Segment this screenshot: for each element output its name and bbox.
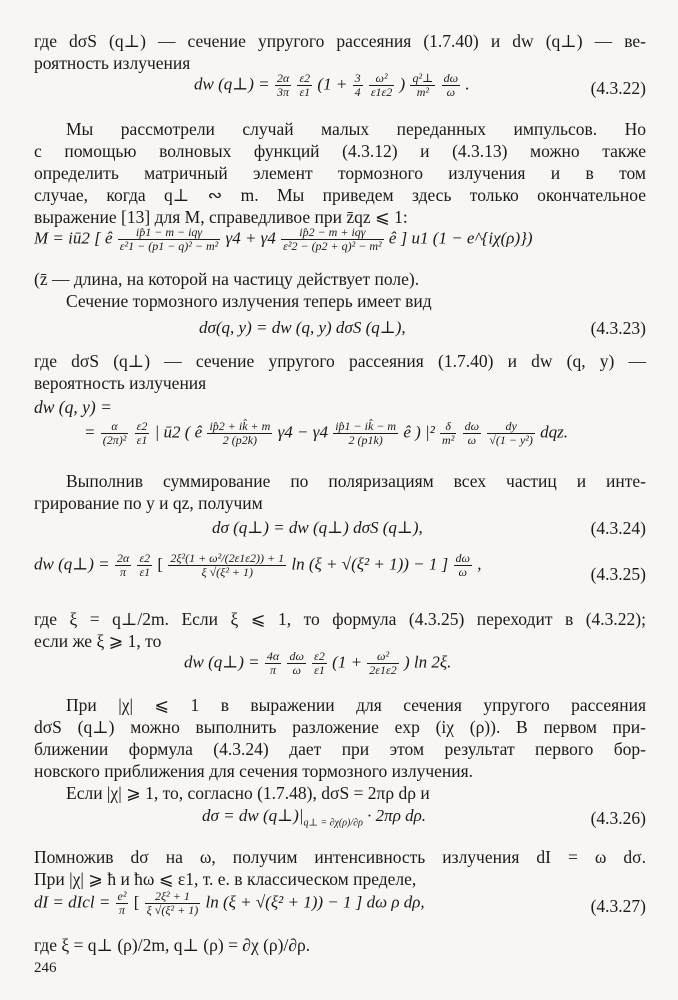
equation-4-3-25: dw (q⊥) = $\frac{2\alpha}{\pi}$ $\frac{\varepsilon 2}{\varepsilon 1}$ [ $\frac{\text{2ξ²(1 + ω²/(2ε1ε2)) + 1}}{\text{ξ √(ξ² + 1)}}$ ln (ξ + √(ξ² + 1)) − 1 ] $\frac{d\omega}{\omega}$ , (4.3.25) (34, 551, 646, 584)
equation-dw-q-y: = $\frac{\alpha}{\text{(2π)²}}$ $\frac{\varepsilon 2}{\varepsilon 1}$ | ū2 ( ê $\frac{ip̂2 + ik̂ + m}{2 (p2k)}$ γ4 − γ4 $\frac{ip̂1 - ik̂ - m}{2 (p1k)}$ ê ) |² $\frac{\delta}{\text{m²}}$ $\frac{d\omega}{\omega}$ $\frac{dy}{\text{√(1 − y²)}}$ dqz. (84, 419, 569, 447)
equation-number: (4.3.23) (590, 318, 646, 338)
text-line: Выполнив суммирование по поляризациям всех частиц и инте- (66, 471, 646, 491)
text-line: грирование по y и qz, получим (34, 493, 263, 513)
text-line: определить матричный элемент тормозного излучения и в том (34, 163, 646, 183)
equation-number: (4.3.27) (590, 896, 646, 916)
text-line: случае, когда q⊥ ∾ m. Мы приведем здесь только окончательное (34, 185, 646, 205)
text-line: Если |χ| ⩾ 1, то, согласно (1.7.48), dσS = 2πρ dρ и (66, 783, 430, 803)
text-line: новского приближения для сечения тормозного излучения. (34, 761, 474, 781)
text-line: где dσS (q⊥) — сечение упругого рассеяния (1.7.40) и dw (q⊥) — ве- (34, 31, 646, 51)
equation-4-3-22: dw (q⊥) = $\frac{2\alpha}{3\pi}$ $\frac{\varepsilon 2}{\varepsilon 1}$ (1 + $\frac{3}{4}$ $\frac{\text{ω²}}{\varepsilon 1\varepsilon 2}$ ) $\frac{\text{q²⊥}}{\text{m²}}$ $\frac{d\omega}{\omega}$ . (4.3.22) (194, 71, 646, 99)
text-line: вероятность излучения (34, 373, 207, 393)
equation-4-3-24: dσ (q⊥) = dw (q⊥) dσS (q⊥), (4.3.24) (212, 518, 646, 538)
text-line: Сечение тормозного излучения теперь имеет вид (66, 291, 432, 311)
text-line: где dσS (q⊥) — сечение упругого рассеяния (1.7.40) и dw (q, y) — (34, 351, 646, 371)
text-line: Помножив dσ на ω, получим интенсивность излучения dI = ω dσ. (34, 847, 646, 867)
text-line: роятность излучения (34, 53, 191, 73)
equation-number: (4.3.22) (590, 78, 646, 98)
text-line: выражение [13] для M, справедливое при z̄qz ⩽ 1: (34, 207, 408, 227)
text-line: ближении формула (4.3.24) дает при этом результат первого бор- (34, 739, 646, 759)
equation-4-3-dw-lhs: dw (q, y) = (34, 397, 112, 417)
page-number: 246 (34, 960, 57, 976)
text-line: (z̄ — длина, на которой на частицу действует поле). (34, 269, 420, 289)
equation-dw-asymptotic: dw (q⊥) = $\frac{4\alpha}{\pi}$ $\frac{d\omega}{\omega}$ $\frac{\varepsilon 2}{\varepsilon 1}$ (1 + $\frac{\text{ω²}}{2\varepsilon 1\varepsilon 2}$ ) ln 2ξ. (184, 649, 452, 677)
equation-number: (4.3.26) (590, 808, 646, 828)
equation-4-3-27: dI = dIcl = $\frac{\text{e²}}{\pi}$ [ $\frac{\text{2ξ² + 1}}{\text{ξ √(ξ² + 1)}}$ ln (ξ + √(ξ² + 1)) − 1 ] dω ρ dρ, (4.3.27) (34, 889, 646, 917)
text-line: dσS (q⊥) можно выполнить разложение exp (iχ (ρ)). В первом при- (34, 717, 646, 737)
text-line: При |χ| ⩽ 1 в выражении для сечения упругого рассеяния (66, 695, 646, 715)
equation-matrix-element: M = iū2 [ ê $\frac{\text{ip̂1 − m − iqγ}}{\text{ε²1 − (p1 − q)² − m²}}$ γ4 + γ4 $\frac{\text{ip̂2 − m + iqγ}}{\text{ε²2 − (p2 + q)² − m²}}$ ê ] u1 (1 − e^{iχ(ρ)}) (34, 225, 533, 253)
text-line: с помощью волновых функций (4.3.12) и (4.3.13) можно также (34, 141, 646, 161)
text-line: если же ξ ⩾ 1, то (34, 631, 162, 651)
text-line: где ξ = q⊥ (ρ)/2m, q⊥ (ρ) = ∂χ (ρ)/∂ρ. (34, 935, 311, 955)
equation-4-3-23: dσ(q, y) = dw (q, y) dσS (q⊥), (4.3.23) (199, 318, 646, 338)
equation-4-3-26: dσ = dw $(q\perp)|_{q\perp = \partial\chi(\rho)/\partial\rho} \cdot 2\pi\rho$ dρ. (4.3.26) (202, 806, 646, 829)
text-line: Мы рассмотрели случай малых переданных импульсов. Но (66, 119, 646, 139)
text-line: При |χ| ⩾ ħ и ħω ⩽ ε1, т. е. в классическом пределе, (34, 869, 417, 889)
equation-number: (4.3.24) (590, 518, 646, 538)
text-line: где ξ = q⊥/2m. Если ξ ⩽ 1, то формула (4.3.25) переходит в (4.3.22); (34, 609, 646, 629)
equation-number: (4.3.25) (590, 564, 646, 584)
